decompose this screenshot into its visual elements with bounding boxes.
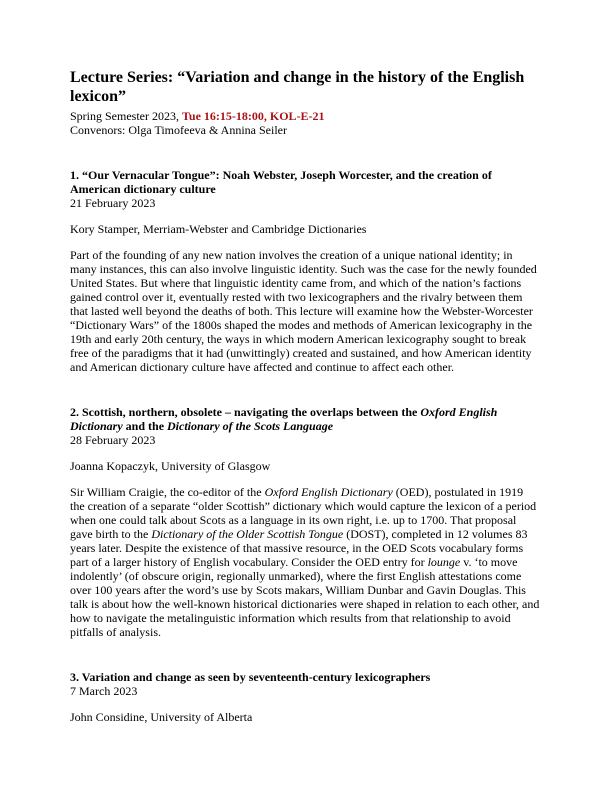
- lecture-series-title: Lecture Series: “Variation and change in the history of the English lexicon”: [70, 69, 525, 105]
- convenors-line: Convenors: Olga Timofeeva & Annina Seiler: [70, 123, 287, 137]
- lecture-entry-3: [70, 670, 540, 724]
- lecture-3-title: [70, 670, 540, 684]
- text-segment: (OED), postulated in 1919 the creation of a separate “older Scottish” dictionary which would capture the lexicon of a period when one could talk about Scots as a language in its own right, i.e. up to 1700. That proposal gave birth to the: [70, 485, 537, 541]
- text-segment: 1. “Our Vernacular Tongue”: Noah Webster, Joseph Worcester, and the creation of American dictionary culture: [70, 168, 492, 196]
- lecture-1-abstract: [70, 248, 540, 374]
- lecture-1-title: [70, 168, 540, 196]
- text-segment: and the: [122, 419, 168, 433]
- text-segment: Sir William Craigie, the co-editor of the: [70, 485, 265, 499]
- lecture-3-speaker: John Considine, University of Alberta: [70, 710, 253, 724]
- lecture-1-date: 21 February 2023: [70, 196, 156, 210]
- lecture-2-title: [70, 405, 540, 433]
- italic-text-segment: Dictionary of the Scots Language: [167, 419, 334, 433]
- lecture-3-date: 7 March 2023: [70, 684, 138, 698]
- italic-text-segment: Oxford English Dictionary: [264, 485, 393, 499]
- lecture-2-abstract: [70, 485, 540, 639]
- lecture-entry-2: [70, 405, 540, 639]
- italic-text-segment: Oxford English Dictionary: [70, 405, 498, 433]
- lecture-2-date: 28 February 2023: [70, 433, 156, 447]
- text-segment: v. ‘to move indolently’ (of obscure origin, regionally unmarked), where the first English attestations come over 100 years after the word’s use by Scots makars, William Dunbar and Gavin Douglas. This talk is about how the well-known historical dictionaries were shaped in relation to each other, and how to navigate the metalinguistic information which results from that relationship to avoid pitfalls of analysis.: [70, 555, 540, 639]
- text-segment: 2. Scottish, northern, obsolete – navigating the overlaps between the: [70, 405, 421, 419]
- text-segment: Part of the founding of any new nation involves the creation of a unique national identity; in many instances, this can also involve linguistic identity. Such was the case for the newly founded United States. But where that linguistic identity came from, and which of the nation’s factions gained control over it, eventually rested with two lexicographers and the rivalry between them that lasted well beyond the deaths of both. This lecture will examine how the Webster-Worcester “Dictionary Wars” of the 1800s shaped the modes and methods of American lexicography in the 19th and early 20th century, the ways in which modern American lexicography sought to break free of the paradigms that it had (unwittingly) created and sustained, and how American identity and American dictionary culture have affected and continue to affect each other.: [70, 248, 537, 374]
- italic-text-segment: Dictionary of the Older Scottish Tongue: [151, 527, 344, 541]
- time-location-text: Tue 16:15-18:00, KOL-E-21: [182, 109, 325, 123]
- lecture-2-speaker: Joanna Kopaczyk, University of Glasgow: [70, 459, 271, 473]
- semester-line: [70, 109, 540, 123]
- lecture-1-speaker: Kory Stamper, Merriam-Webster and Cambridge Dictionaries: [70, 222, 367, 236]
- lecture-entry-1: [70, 168, 540, 374]
- text-segment: (DOST), completed in 12 volumes 83 years later. Despite the existence of that massive resource, in the OED Scots vocabulary forms part of a larger history of English vocabulary. Consider the OED entry for: [70, 527, 528, 569]
- italic-text-segment: lounge: [427, 555, 461, 569]
- text-segment: 3. Variation and change as seen by seventeenth-century lexicographers: [70, 670, 431, 684]
- semester-text: Spring Semester 2023,: [70, 109, 182, 123]
- document-header: [70, 68, 540, 137]
